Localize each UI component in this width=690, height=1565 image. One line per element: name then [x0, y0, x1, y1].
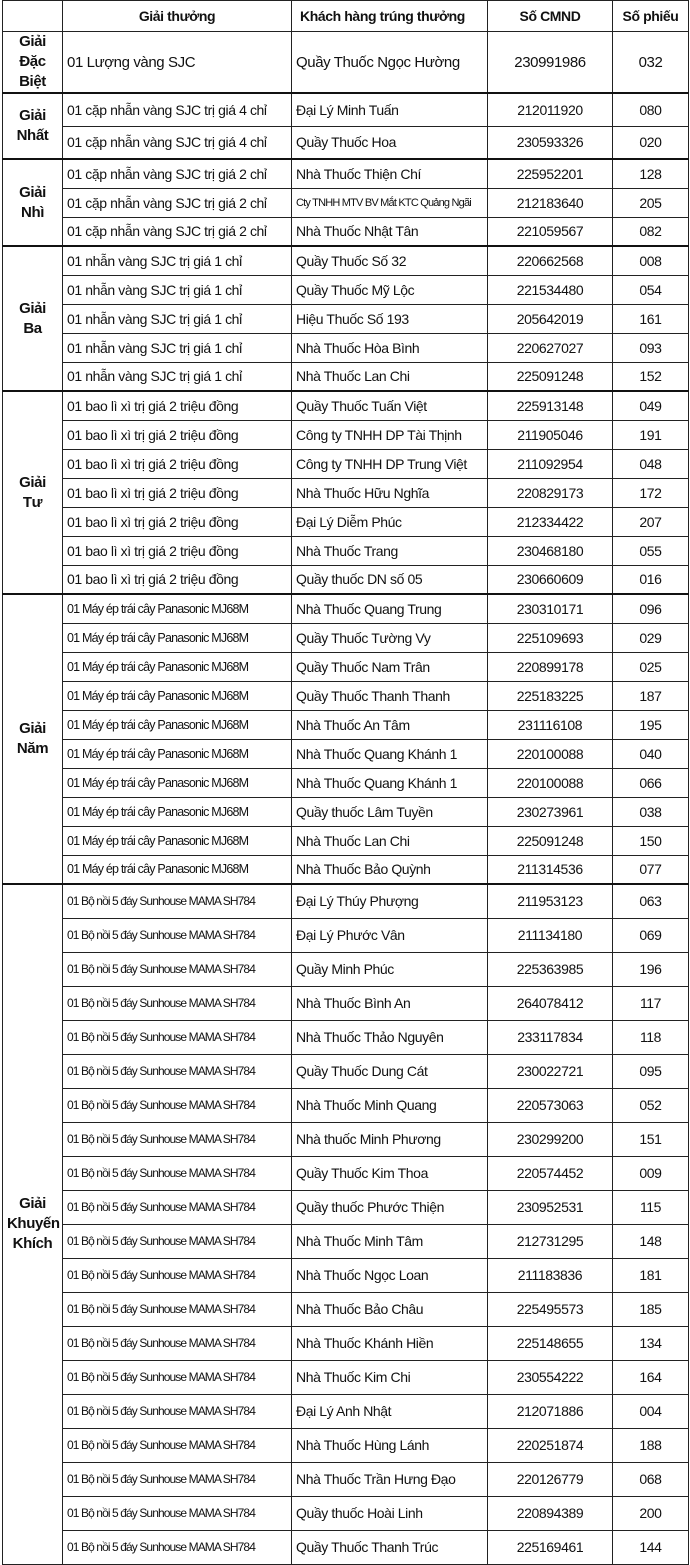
customer-cell: Nhà Thuốc Thiện Chí — [292, 159, 488, 188]
ticket-cell: 117 — [613, 986, 689, 1020]
prize-cell: 01 nhẫn vàng SJC trị giá 1 chỉ — [63, 246, 292, 275]
header-cmnd: Số CMND — [488, 1, 613, 32]
table-row — [3, 1020, 689, 1054]
cmnd-cell: 225913148 — [488, 391, 613, 420]
prize-group-label: Giải Đặc Biệt — [3, 32, 63, 94]
cmnd-cell: 230310171 — [488, 594, 613, 623]
table-row — [3, 1258, 689, 1292]
customer-cell: Nhà Thuốc Hữu Nghĩa — [292, 478, 488, 507]
customer-cell: Nhà Thuốc Nhật Tân — [292, 217, 488, 246]
ticket-cell: 152 — [613, 362, 689, 391]
ticket-cell: 195 — [613, 710, 689, 739]
cmnd-cell: 225495573 — [488, 1292, 613, 1326]
ticket-cell: 025 — [613, 652, 689, 681]
table-row — [3, 952, 689, 986]
prize-group-label: Giải Ba — [3, 246, 63, 391]
customer-cell: Quầy Minh Phúc — [292, 952, 488, 986]
ticket-cell: 095 — [613, 1054, 689, 1088]
prize-cell: 01 Bộ nồi 5 đáy Sunhouse MAMA SH784 — [63, 1394, 292, 1428]
prize-cell: 01 cặp nhẫn vàng SJC trị giá 4 chỉ — [63, 126, 292, 159]
cmnd-cell: 211905046 — [488, 420, 613, 449]
cmnd-cell: 220894389 — [488, 1496, 613, 1530]
table-row — [3, 333, 689, 362]
prize-cell: 01 nhẫn vàng SJC trị giá 1 chỉ — [63, 304, 292, 333]
table-row — [3, 826, 689, 855]
customer-cell: Quầy Thuốc Thanh Trúc — [292, 1530, 488, 1564]
ticket-cell: 077 — [613, 855, 689, 884]
ticket-cell: 048 — [613, 449, 689, 478]
customer-cell: Quầy Thuốc Dung Cát — [292, 1054, 488, 1088]
prize-cell: 01 Bộ nồi 5 đáy Sunhouse MAMA SH784 — [63, 1054, 292, 1088]
customer-cell: Quầy thuốc Hoài Linh — [292, 1496, 488, 1530]
table-row — [3, 1530, 689, 1564]
ticket-cell: 004 — [613, 1394, 689, 1428]
ticket-cell: 016 — [613, 565, 689, 594]
ticket-cell: 063 — [613, 884, 689, 918]
table-row — [3, 159, 689, 188]
table-row — [3, 1122, 689, 1156]
prize-cell: 01 Máy ép trái cây Panasonic MJ68M — [63, 594, 292, 623]
ticket-cell: 164 — [613, 1360, 689, 1394]
prize-cell: 01 Bộ nồi 5 đáy Sunhouse MAMA SH784 — [63, 1258, 292, 1292]
cmnd-cell: 212334422 — [488, 507, 613, 536]
table-row — [3, 478, 689, 507]
ticket-cell: 150 — [613, 826, 689, 855]
cmnd-cell: 225952201 — [488, 159, 613, 188]
table-row — [3, 126, 689, 159]
prize-cell: 01 Bộ nồi 5 đáy Sunhouse MAMA SH784 — [63, 1020, 292, 1054]
header-ticket: Số phiếu — [613, 1, 689, 32]
ticket-cell: 029 — [613, 623, 689, 652]
cmnd-cell: 220829173 — [488, 478, 613, 507]
table-body — [3, 32, 689, 1565]
customer-cell: Nhà Thuốc Hùng Lánh — [292, 1428, 488, 1462]
customer-cell: Quầy thuốc DN số 05 — [292, 565, 488, 594]
customer-cell: Công ty TNHH DP Trung Việt — [292, 449, 488, 478]
ticket-cell: 069 — [613, 918, 689, 952]
prize-cell: 01 Máy ép trái cây Panasonic MJ68M — [63, 797, 292, 826]
prize-cell: 01 Bộ nồi 5 đáy Sunhouse MAMA SH784 — [63, 1088, 292, 1122]
prize-cell: 01 Bộ nồi 5 đáy Sunhouse MAMA SH784 — [63, 884, 292, 918]
prize-group-label: Giải Tư — [3, 391, 63, 594]
cmnd-cell: 225183225 — [488, 681, 613, 710]
prize-cell: 01 Máy ép trái cây Panasonic MJ68M — [63, 739, 292, 768]
prize-cell: 01 Bộ nồi 5 đáy Sunhouse MAMA SH784 — [63, 1190, 292, 1224]
cmnd-cell: 221534480 — [488, 275, 613, 304]
cmnd-cell: 231116108 — [488, 710, 613, 739]
ticket-cell: 118 — [613, 1020, 689, 1054]
prize-cell: 01 Máy ép trái cây Panasonic MJ68M — [63, 681, 292, 710]
table-row — [3, 1292, 689, 1326]
prize-cell: 01 bao lì xì trị giá 2 triệu đồng — [63, 478, 292, 507]
customer-cell: Công ty TNHH DP Tài Thịnh — [292, 420, 488, 449]
table-row — [3, 739, 689, 768]
cmnd-cell: 225148655 — [488, 1326, 613, 1360]
prize-cell: 01 Máy ép trái cây Panasonic MJ68M — [63, 855, 292, 884]
customer-cell: Nhà Thuốc Thảo Nguyên — [292, 1020, 488, 1054]
cmnd-cell: 230952531 — [488, 1190, 613, 1224]
cmnd-cell: 220126779 — [488, 1462, 613, 1496]
table-row — [3, 652, 689, 681]
table-row — [3, 855, 689, 884]
header-prize: Giải thưởng — [63, 1, 292, 32]
table-row — [3, 918, 689, 952]
customer-cell: Đại Lý Diễm Phúc — [292, 507, 488, 536]
customer-cell: Nhà Thuốc Lan Chi — [292, 362, 488, 391]
cmnd-cell: 230660609 — [488, 565, 613, 594]
ticket-cell: 134 — [613, 1326, 689, 1360]
cmnd-cell: 220573063 — [488, 1088, 613, 1122]
table-row — [3, 420, 689, 449]
prize-cell: 01 bao lì xì trị giá 2 triệu đồng — [63, 507, 292, 536]
customer-cell: Quầy thuốc Lâm Tuyền — [292, 797, 488, 826]
cmnd-cell: 233117834 — [488, 1020, 613, 1054]
ticket-cell: 200 — [613, 1496, 689, 1530]
table-row — [3, 1496, 689, 1530]
prize-cell: 01 Bộ nồi 5 đáy Sunhouse MAMA SH784 — [63, 1224, 292, 1258]
cmnd-cell: 225169461 — [488, 1530, 613, 1564]
prize-cell: 01 Bộ nồi 5 đáy Sunhouse MAMA SH784 — [63, 952, 292, 986]
ticket-cell: 008 — [613, 246, 689, 275]
prize-group-label: Giải Năm — [3, 594, 63, 884]
cmnd-cell: 220662568 — [488, 246, 613, 275]
customer-cell: Nhà Thuốc Minh Quang — [292, 1088, 488, 1122]
prize-cell: 01 Máy ép trái cây Panasonic MJ68M — [63, 623, 292, 652]
cmnd-cell: 220100088 — [488, 739, 613, 768]
table-row — [3, 623, 689, 652]
customer-cell: Nhà Thuốc Quang Khánh 1 — [292, 739, 488, 768]
prize-cell: 01 Bộ nồi 5 đáy Sunhouse MAMA SH784 — [63, 1156, 292, 1190]
customer-cell: Đại Lý Minh Tuấn — [292, 93, 488, 126]
prize-cell: 01 Bộ nồi 5 đáy Sunhouse MAMA SH784 — [63, 986, 292, 1020]
ticket-cell: 144 — [613, 1530, 689, 1564]
table-row — [3, 1088, 689, 1122]
prize-cell: 01 Bộ nồi 5 đáy Sunhouse MAMA SH784 — [63, 1326, 292, 1360]
prize-cell: 01 bao lì xì trị giá 2 triệu đồng — [63, 420, 292, 449]
prize-group-label: Giải Nhì — [3, 159, 63, 246]
prize-cell: 01 Máy ép trái cây Panasonic MJ68M — [63, 768, 292, 797]
prize-cell: 01 Bộ nồi 5 đáy Sunhouse MAMA SH784 — [63, 1530, 292, 1564]
prize-cell: 01 bao lì xì trị giá 2 triệu đồng — [63, 565, 292, 594]
cmnd-cell: 220100088 — [488, 768, 613, 797]
customer-cell: Nhà thuốc Minh Phương — [292, 1122, 488, 1156]
prize-cell: 01 Máy ép trái cây Panasonic MJ68M — [63, 710, 292, 739]
prize-cell: 01 nhẫn vàng SJC trị giá 1 chỉ — [63, 275, 292, 304]
prize-cell: 01 Máy ép trái cây Panasonic MJ68M — [63, 652, 292, 681]
prize-cell: 01 Bộ nồi 5 đáy Sunhouse MAMA SH784 — [63, 1122, 292, 1156]
customer-cell: Nhà Thuốc Minh Tâm — [292, 1224, 488, 1258]
customer-cell: Nhà Thuốc Lan Chi — [292, 826, 488, 855]
ticket-cell: 181 — [613, 1258, 689, 1292]
ticket-cell: 196 — [613, 952, 689, 986]
cmnd-cell: 264078412 — [488, 986, 613, 1020]
customer-cell: Quầy Thuốc Nam Trân — [292, 652, 488, 681]
table-row — [3, 217, 689, 246]
ticket-cell: 040 — [613, 739, 689, 768]
cmnd-cell: 225091248 — [488, 362, 613, 391]
customer-cell: Quầy Thuốc Số 32 — [292, 246, 488, 275]
customer-cell: Nhà Thuốc Quang Trung — [292, 594, 488, 623]
prize-group-label: Giải Khuyến Khích — [3, 884, 63, 1564]
cmnd-cell: 230468180 — [488, 536, 613, 565]
table-row — [3, 1428, 689, 1462]
ticket-cell: 080 — [613, 93, 689, 126]
ticket-cell: 188 — [613, 1428, 689, 1462]
ticket-cell: 052 — [613, 1088, 689, 1122]
prize-cell: 01 Bộ nồi 5 đáy Sunhouse MAMA SH784 — [63, 1496, 292, 1530]
cmnd-cell: 220574452 — [488, 1156, 613, 1190]
customer-cell: Quầy Thuốc Tường Vy — [292, 623, 488, 652]
ticket-cell: 187 — [613, 681, 689, 710]
table-row — [3, 304, 689, 333]
table-row — [3, 768, 689, 797]
cmnd-cell: 211134180 — [488, 918, 613, 952]
customer-cell: Quầy Thuốc Hoa — [292, 126, 488, 159]
prize-winners-table — [2, 0, 689, 1565]
ticket-cell: 148 — [613, 1224, 689, 1258]
cmnd-cell: 220627027 — [488, 333, 613, 362]
cmnd-cell: 211314536 — [488, 855, 613, 884]
customer-cell: Đại Lý Anh Nhật — [292, 1394, 488, 1428]
cmnd-cell: 225363985 — [488, 952, 613, 986]
ticket-cell: 096 — [613, 594, 689, 623]
prize-cell: 01 cặp nhẫn vàng SJC trị giá 2 chỉ — [63, 217, 292, 246]
ticket-cell: 054 — [613, 275, 689, 304]
prize-cell: 01 Bộ nồi 5 đáy Sunhouse MAMA SH784 — [63, 1428, 292, 1462]
table-row — [3, 507, 689, 536]
prize-cell: 01 bao lì xì trị giá 2 triệu đồng — [63, 449, 292, 478]
prize-cell: 01 Máy ép trái cây Panasonic MJ68M — [63, 826, 292, 855]
customer-cell: Hiệu Thuốc Số 193 — [292, 304, 488, 333]
table-row — [3, 188, 689, 217]
customer-cell: Đại Lý Thúy Phượng — [292, 884, 488, 918]
table-row — [3, 594, 689, 623]
ticket-cell: 038 — [613, 797, 689, 826]
cmnd-cell: 211092954 — [488, 449, 613, 478]
cmnd-cell: 225091248 — [488, 826, 613, 855]
cmnd-cell: 221059567 — [488, 217, 613, 246]
cmnd-cell: 230991986 — [488, 32, 613, 94]
table-row — [3, 1394, 689, 1428]
table-row — [3, 536, 689, 565]
customer-cell: Nhà Thuốc Khánh Hiền — [292, 1326, 488, 1360]
table-row — [3, 93, 689, 126]
customer-cell: Quầy Thuốc Tuấn Việt — [292, 391, 488, 420]
ticket-cell: 066 — [613, 768, 689, 797]
customer-cell: Nhà Thuốc Trang — [292, 536, 488, 565]
cmnd-cell: 212183640 — [488, 188, 613, 217]
cmnd-cell: 211183836 — [488, 1258, 613, 1292]
table-row — [3, 710, 689, 739]
table-row — [3, 246, 689, 275]
prize-cell: 01 cặp nhẫn vàng SJC trị giá 2 chỉ — [63, 159, 292, 188]
cmnd-cell: 225109693 — [488, 623, 613, 652]
ticket-cell: 172 — [613, 478, 689, 507]
ticket-cell: 128 — [613, 159, 689, 188]
ticket-cell: 055 — [613, 536, 689, 565]
table-row — [3, 1326, 689, 1360]
cmnd-cell: 212071886 — [488, 1394, 613, 1428]
cmnd-cell: 220251874 — [488, 1428, 613, 1462]
header-row — [3, 1, 689, 32]
ticket-cell: 082 — [613, 217, 689, 246]
ticket-cell: 207 — [613, 507, 689, 536]
table-row — [3, 681, 689, 710]
table-row — [3, 362, 689, 391]
customer-cell: Nhà Thuốc Quang Khánh 1 — [292, 768, 488, 797]
prize-cell: 01 nhẫn vàng SJC trị giá 1 chỉ — [63, 362, 292, 391]
cmnd-cell: 230554222 — [488, 1360, 613, 1394]
cmnd-cell: 205642019 — [488, 304, 613, 333]
prize-group-label: Giải Nhất — [3, 93, 63, 159]
prize-cell: 01 Bộ nồi 5 đáy Sunhouse MAMA SH784 — [63, 1292, 292, 1326]
ticket-cell: 093 — [613, 333, 689, 362]
prize-cell: 01 bao lì xì trị giá 2 triệu đồng — [63, 536, 292, 565]
customer-cell: Nhà Thuốc Trần Hưng Đạo — [292, 1462, 488, 1496]
cmnd-cell: 230022721 — [488, 1054, 613, 1088]
table-row — [3, 884, 689, 918]
prize-cell: 01 nhẫn vàng SJC trị giá 1 chỉ — [63, 333, 292, 362]
customer-cell: Nhà Thuốc Bảo Châu — [292, 1292, 488, 1326]
table-row — [3, 797, 689, 826]
prize-cell: 01 Bộ nồi 5 đáy Sunhouse MAMA SH784 — [63, 918, 292, 952]
table-row — [3, 449, 689, 478]
table-row — [3, 1190, 689, 1224]
cmnd-cell: 212011920 — [488, 93, 613, 126]
table-row — [3, 1156, 689, 1190]
table-row — [3, 391, 689, 420]
cmnd-cell: 220899178 — [488, 652, 613, 681]
table-row — [3, 1054, 689, 1088]
customer-cell: Nhà Thuốc Ngọc Loan — [292, 1258, 488, 1292]
customer-cell: Quầy Thuốc Kim Thoa — [292, 1156, 488, 1190]
ticket-cell: 068 — [613, 1462, 689, 1496]
header-group — [3, 1, 63, 32]
customer-cell: Quầy Thuốc Ngọc Hường — [292, 32, 488, 94]
ticket-cell: 205 — [613, 188, 689, 217]
prize-cell: 01 cặp nhẫn vàng SJC trị giá 2 chỉ — [63, 188, 292, 217]
customer-cell: Nhà Thuốc Bình An — [292, 986, 488, 1020]
customer-cell: Quầy Thuốc Mỹ Lộc — [292, 275, 488, 304]
ticket-cell: 161 — [613, 304, 689, 333]
prize-cell: 01 Bộ nồi 5 đáy Sunhouse MAMA SH784 — [63, 1360, 292, 1394]
prize-cell: 01 Lượng vàng SJC — [63, 32, 292, 94]
table-row — [3, 986, 689, 1020]
customer-cell: Quầy thuốc Phước Thiện — [292, 1190, 488, 1224]
customer-cell: Cty TNHH MTV BV Mắt KTC Quảng Ngãi — [292, 188, 488, 217]
cmnd-cell: 230273961 — [488, 797, 613, 826]
cmnd-cell: 230299200 — [488, 1122, 613, 1156]
prize-cell: 01 bao lì xì trị giá 2 triệu đồng — [63, 391, 292, 420]
cmnd-cell: 230593326 — [488, 126, 613, 159]
cmnd-cell: 211953123 — [488, 884, 613, 918]
ticket-cell: 009 — [613, 1156, 689, 1190]
ticket-cell: 151 — [613, 1122, 689, 1156]
prize-cell: 01 Bộ nồi 5 đáy Sunhouse MAMA SH784 — [63, 1462, 292, 1496]
customer-cell: Nhà Thuốc Bảo Quỳnh — [292, 855, 488, 884]
ticket-cell: 032 — [613, 32, 689, 94]
ticket-cell: 020 — [613, 126, 689, 159]
cmnd-cell: 212731295 — [488, 1224, 613, 1258]
ticket-cell: 191 — [613, 420, 689, 449]
table-row — [3, 565, 689, 594]
table-row — [3, 32, 689, 94]
header-customer: Khách hàng trúng thưởng — [292, 1, 488, 32]
customer-cell: Nhà Thuốc Hòa Bình — [292, 333, 488, 362]
ticket-cell: 185 — [613, 1292, 689, 1326]
prize-cell: 01 cặp nhẫn vàng SJC trị giá 4 chỉ — [63, 93, 292, 126]
table-row — [3, 1360, 689, 1394]
table-row — [3, 275, 689, 304]
table-row — [3, 1224, 689, 1258]
table-row — [3, 1462, 689, 1496]
ticket-cell: 049 — [613, 391, 689, 420]
customer-cell: Quầy Thuốc Thanh Thanh — [292, 681, 488, 710]
customer-cell: Nhà Thuốc An Tâm — [292, 710, 488, 739]
customer-cell: Nhà Thuốc Kim Chi — [292, 1360, 488, 1394]
ticket-cell: 115 — [613, 1190, 689, 1224]
customer-cell: Đại Lý Phước Vân — [292, 918, 488, 952]
